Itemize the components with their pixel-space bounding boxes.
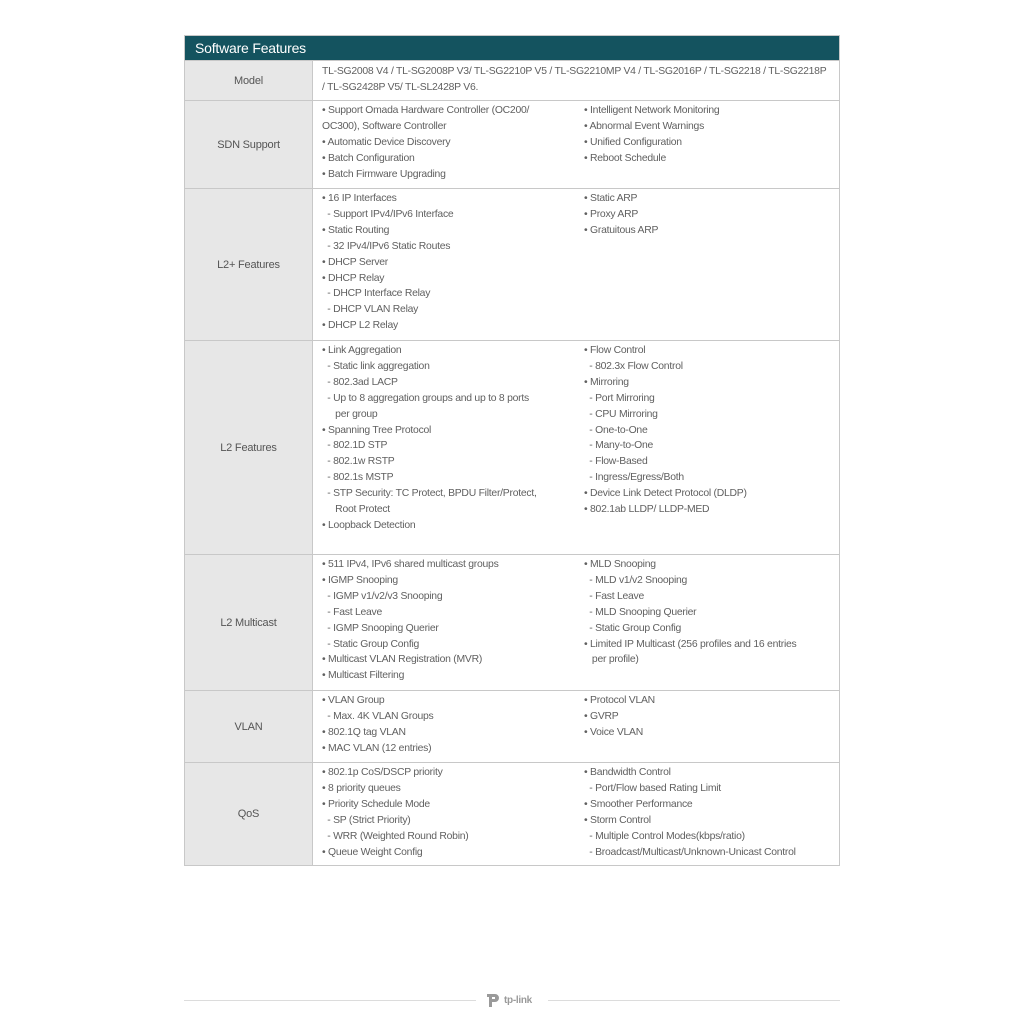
feature-item: - STP Security: TC Protect, BPDU Filter/Protect, <box>322 488 537 500</box>
feature-item: - 802.3ad LACP <box>322 376 398 388</box>
feature-item: - 32 IPv4/IPv6 Static Routes <box>322 240 451 252</box>
feature-item: • Mirroring <box>584 376 629 388</box>
footer-divider-left <box>184 1000 476 1001</box>
feature-item: Root Protect <box>322 504 390 516</box>
feature-item: • 16 IP Interfaces <box>322 193 397 204</box>
feature-item: • Proxy ARP <box>584 208 639 220</box>
feature-item: • Unified Configuration <box>584 136 682 148</box>
feature-item: • MAC VLAN (12 entries) <box>322 742 432 754</box>
feature-item: • Bandwidth Control <box>584 767 671 778</box>
feature-item: • Spanning Tree Protocol <box>322 424 432 436</box>
feature-item: • Smoother Performance <box>584 798 693 810</box>
feature-item: • Reboot Schedule <box>584 152 666 164</box>
feature-item: • 802.1ab LLDP/ LLDP-MED <box>584 504 710 516</box>
feature-item: - IGMP Snooping Querier <box>322 622 439 634</box>
row-content <box>313 101 839 188</box>
feature-item: • DHCP Server <box>322 256 389 268</box>
feature-item: OC300), Software Controller <box>322 120 447 132</box>
feature-item: • Link Aggregation <box>322 345 402 356</box>
feature-item: • Batch Firmware Upgrading <box>322 168 446 180</box>
feature-item: • Multicast Filtering <box>322 670 405 682</box>
feature-item: • DHCP L2 Relay <box>322 320 398 332</box>
feature-item: - 802.1D STP <box>322 440 388 452</box>
feature-item: - Max. 4K VLAN Groups <box>322 710 434 722</box>
feature-item: • Static Routing <box>322 224 390 236</box>
feature-item: - Static Group Config <box>322 638 420 650</box>
feature-item: - Ingress/Egress/Both <box>584 472 684 484</box>
feature-item: • Gratuitous ARP <box>584 224 659 236</box>
feature-item: • Protocol VLAN <box>584 695 655 706</box>
table-row-qos <box>185 762 839 865</box>
feature-item: - Static Group Config <box>584 622 682 634</box>
feature-column-right <box>584 557 839 688</box>
feature-item: - 802.1w RSTP <box>322 456 395 468</box>
feature-item: • Queue Weight Config <box>322 846 423 858</box>
feature-item: - 802.3x Flow Control <box>584 360 683 372</box>
feature-column-left <box>322 765 584 863</box>
row-label: L2+ Features <box>185 189 313 340</box>
feature-item: • Device Link Detect Protocol (DLDP) <box>584 488 747 500</box>
feature-item: - Fast Leave <box>322 606 383 618</box>
feature-item: - Broadcast/Multicast/Unknown-Unicast Control <box>584 846 796 858</box>
feature-item: • Intelligent Network Monitoring <box>584 105 720 116</box>
feature-column-left <box>322 693 584 760</box>
feature-item: - Port Mirroring <box>584 392 655 404</box>
feature-column-left <box>322 103 584 186</box>
feature-item: • Limited IP Multicast (256 profiles and 16 entries <box>584 638 797 650</box>
row-content <box>313 763 839 865</box>
row-label: L2 Features <box>185 341 313 554</box>
row-content <box>313 555 839 690</box>
feature-item: • GVRP <box>584 710 619 722</box>
software-features-table <box>184 35 840 866</box>
feature-item: • Abnormal Event Warnings <box>584 120 705 132</box>
feature-item: - MLD v1/v2 Snooping <box>584 574 688 586</box>
feature-item: • MLD Snooping <box>584 559 656 570</box>
table-row-model <box>185 60 839 100</box>
feature-item: • Priority Schedule Mode <box>322 798 430 810</box>
feature-item: - WRR (Weighted Round Robin) <box>322 830 469 842</box>
feature-item: • Batch Configuration <box>322 152 415 164</box>
page-footer <box>184 990 840 1010</box>
feature-item: - Many-to-One <box>584 440 654 452</box>
row-label: QoS <box>185 763 313 865</box>
feature-item: - One-to-One <box>584 424 648 436</box>
tp-link-logo <box>484 990 542 1010</box>
feature-item: • IGMP Snooping <box>322 574 398 586</box>
footer-divider-right <box>548 1000 840 1001</box>
logo-wordmark: tp-link <box>504 994 532 1006</box>
feature-item: • Flow Control <box>584 345 646 356</box>
feature-item: • VLAN Group <box>322 695 385 706</box>
feature-item: - DHCP Interface Relay <box>322 288 431 300</box>
table-row-l2-features <box>185 340 839 554</box>
feature-item: per profile) <box>584 654 639 666</box>
row-label: SDN Support <box>185 101 313 188</box>
feature-item: • Multicast VLAN Registration (MVR) <box>322 654 483 666</box>
feature-item: • 511 IPv4, IPv6 shared multicast groups <box>322 559 499 570</box>
row-content: TL-SG2008 V4 / TL-SG2008P V3/ TL-SG2210P V5 / TL-SG2210MP V4 / TL-SG2016P / TL-SG2218 / TL-SG2218P / TL-SG2428P V5/ TL-SL2428P V6. <box>322 66 827 93</box>
feature-item: - Multiple Control Modes(kbps/ratio) <box>584 830 745 842</box>
feature-item: • DHCP Relay <box>322 272 385 284</box>
feature-item: - MLD Snooping Querier <box>584 606 697 618</box>
table-row-sdn-support <box>185 100 839 188</box>
feature-column-right <box>584 693 839 760</box>
feature-item: • Loopback Detection <box>322 519 416 531</box>
feature-column-right <box>584 191 839 338</box>
feature-item: - Static link aggregation <box>322 360 430 372</box>
feature-item: • 802.1p CoS/DSCP priority <box>322 767 443 778</box>
feature-item: - Port/Flow based Rating Limit <box>584 782 721 794</box>
table-row-l2-multicast <box>185 554 839 690</box>
feature-column-left <box>322 557 584 688</box>
row-label: L2 Multicast <box>185 555 313 690</box>
row-content <box>313 341 839 554</box>
row-label: VLAN <box>185 691 313 762</box>
feature-item: • 802.1Q tag VLAN <box>322 726 406 738</box>
feature-item: - SP (Strict Priority) <box>322 814 411 826</box>
table-row-vlan <box>185 690 839 762</box>
feature-item: • Automatic Device Discovery <box>322 136 451 148</box>
row-content <box>313 189 839 340</box>
feature-item: per group <box>322 408 378 420</box>
feature-column-left <box>322 343 584 552</box>
feature-item: - Fast Leave <box>584 590 645 602</box>
feature-item: - 802.1s MSTP <box>322 472 394 484</box>
table-row-l2plus-features <box>185 188 839 340</box>
feature-item: - IGMP v1/v2/v3 Snooping <box>322 590 443 602</box>
feature-column-right <box>584 103 839 186</box>
section-title: Software Features <box>185 36 839 60</box>
feature-item: • Storm Control <box>584 814 651 826</box>
feature-column-left <box>322 191 584 338</box>
feature-item: • Voice VLAN <box>584 726 643 738</box>
feature-item: - Support IPv4/IPv6 Interface <box>322 208 454 220</box>
feature-column-right <box>584 765 839 863</box>
feature-item: - Up to 8 aggregation groups and up to 8 ports <box>322 392 529 404</box>
feature-item: - CPU Mirroring <box>584 408 658 420</box>
tp-link-logo-icon <box>484 991 502 1009</box>
feature-item: • 8 priority queues <box>322 782 401 794</box>
row-label: Model <box>185 61 313 100</box>
feature-column-right <box>584 343 839 552</box>
feature-item: - Flow-Based <box>584 456 648 468</box>
feature-item: - DHCP VLAN Relay <box>322 304 419 316</box>
feature-item: • Support Omada Hardware Controller (OC200/ <box>322 105 530 116</box>
row-content <box>313 691 839 762</box>
feature-item: • Static ARP <box>584 193 638 204</box>
